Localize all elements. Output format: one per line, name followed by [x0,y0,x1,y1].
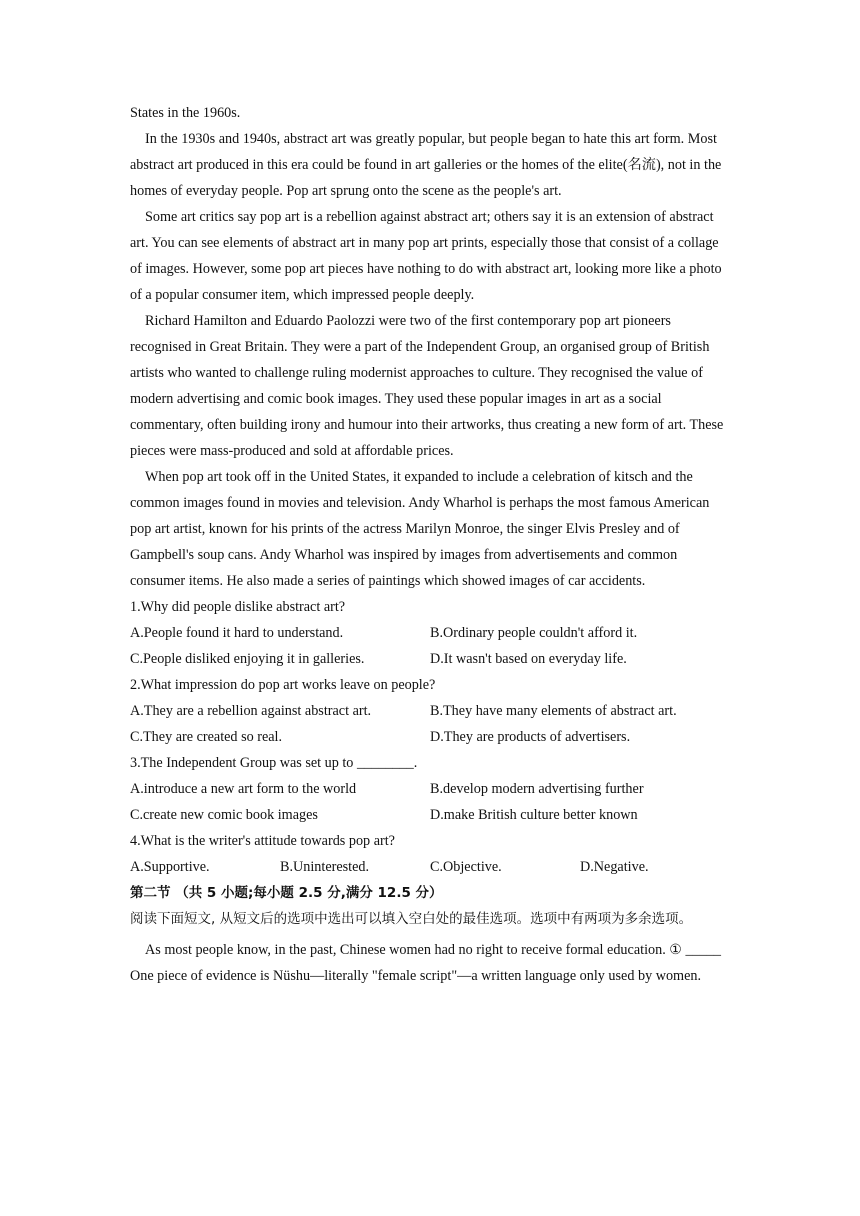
option-b: B.They have many elements of abstract art. [430,703,677,719]
question-4 [130,828,730,880]
option-c: C.create new comic book images [130,807,318,823]
option-c: C.People disliked enjoying it in galleries. [130,651,365,667]
question-stem: 4.What is the writer's attitude towards pop art? [130,833,395,849]
option-d: D.It wasn't based on everyday life. [430,651,627,667]
option-list [130,854,730,880]
reading-passage [130,100,730,594]
question-2 [130,672,730,750]
option-d: D.They are products of advertisers. [430,729,631,745]
passage-paragraph-4: Richard Hamilton and Eduardo Paolozzi were two of the first contemporary pop art pioneers recognised in Great Britain. They were a part of the Independent Group, an organised group of British artists who wanted to challenge ruling modernist approaches to culture. They recognised the value of modern advertising and comic book images. They used these popular images in art as a social commentary, often building irony and humour into their artworks, thus creating a new form of art. These pieces were mass-produced and sold at affordable prices. [130,313,724,459]
page-content [130,100,730,989]
option-b: B.develop modern advertising further [430,781,644,797]
option-d: D.make British culture better known [430,807,638,823]
option-b: B.Ordinary people couldn't afford it. [430,625,638,641]
option-d: D.Negative. [580,859,649,875]
option-a: A.They are a rebellion against abstract art. [130,703,372,719]
passage-paragraph-5: When pop art took off in the United States, it expanded to include a celebration of kitsch and the common images found in movies and television. Andy Wharhol is perhaps the most famous American pop art artist, known for his prints of the actress Marilyn Monroe, the singer Elvis Presley and of Gampbell's soup cans. Andy Wharhol was inspired by images from advertisements and common consumer items. He also made a series of paintings which showed images of car accidents. [130,469,710,589]
section-two [130,880,730,989]
passage-paragraph-2: In the 1930s and 1940s, abstract art was greatly popular, but people began to hate this art form. Most abstract art produced in this era could be found in art galleries or the homes of the elite(名流), not in the homes of everyday people. Pop art sprung onto the scene as the people's art. [130,131,722,199]
option-a: A.People found it hard to understand. [130,625,344,641]
cloze-paragraph: As most people know, in the past, Chinese women had no right to receive formal education. ① _____ One piece of evidence is Nüshu—literally "female script"—a written language only used by women. [130,942,722,984]
option-list [130,776,730,828]
passage-paragraph-3: Some art critics say pop art is a rebellion against abstract art; others say it is an extension of abstract art. You can see elements of abstract art in many pop art prints, especially those that consist of a collage of images. However, some pop art pieces have nothing to do with abstract art, looking more like a photo of a popular consumer item, which impressed people deeply. [130,209,722,303]
question-stem: 2.What impression do pop art works leave on people? [130,677,436,693]
option-c: C.They are created so real. [130,729,283,745]
question-stem: 3.The Independent Group was set up to ________. [130,755,418,771]
option-b: B.Uninterested. [280,859,370,875]
question-3 [130,750,730,828]
question-1 [130,594,730,672]
option-c: C.Objective. [430,859,502,875]
passage-paragraph-1: States in the 1960s. [130,105,241,121]
section-heading: 第二节 （共 5 小题;每小题 2.5 分,满分 12.5 分） [130,885,443,901]
option-a: A.introduce a new art form to the world [130,781,357,797]
section-instruction: 阅读下面短文, 从短文后的选项中选出可以填入空白处的最佳选项。选项中有两项为多余选项。 [130,911,693,927]
question-stem: 1.Why did people dislike abstract art? [130,599,346,615]
option-list [130,698,730,750]
option-list [130,620,730,672]
question-list [130,594,730,880]
option-a: A.Supportive. [130,859,210,875]
